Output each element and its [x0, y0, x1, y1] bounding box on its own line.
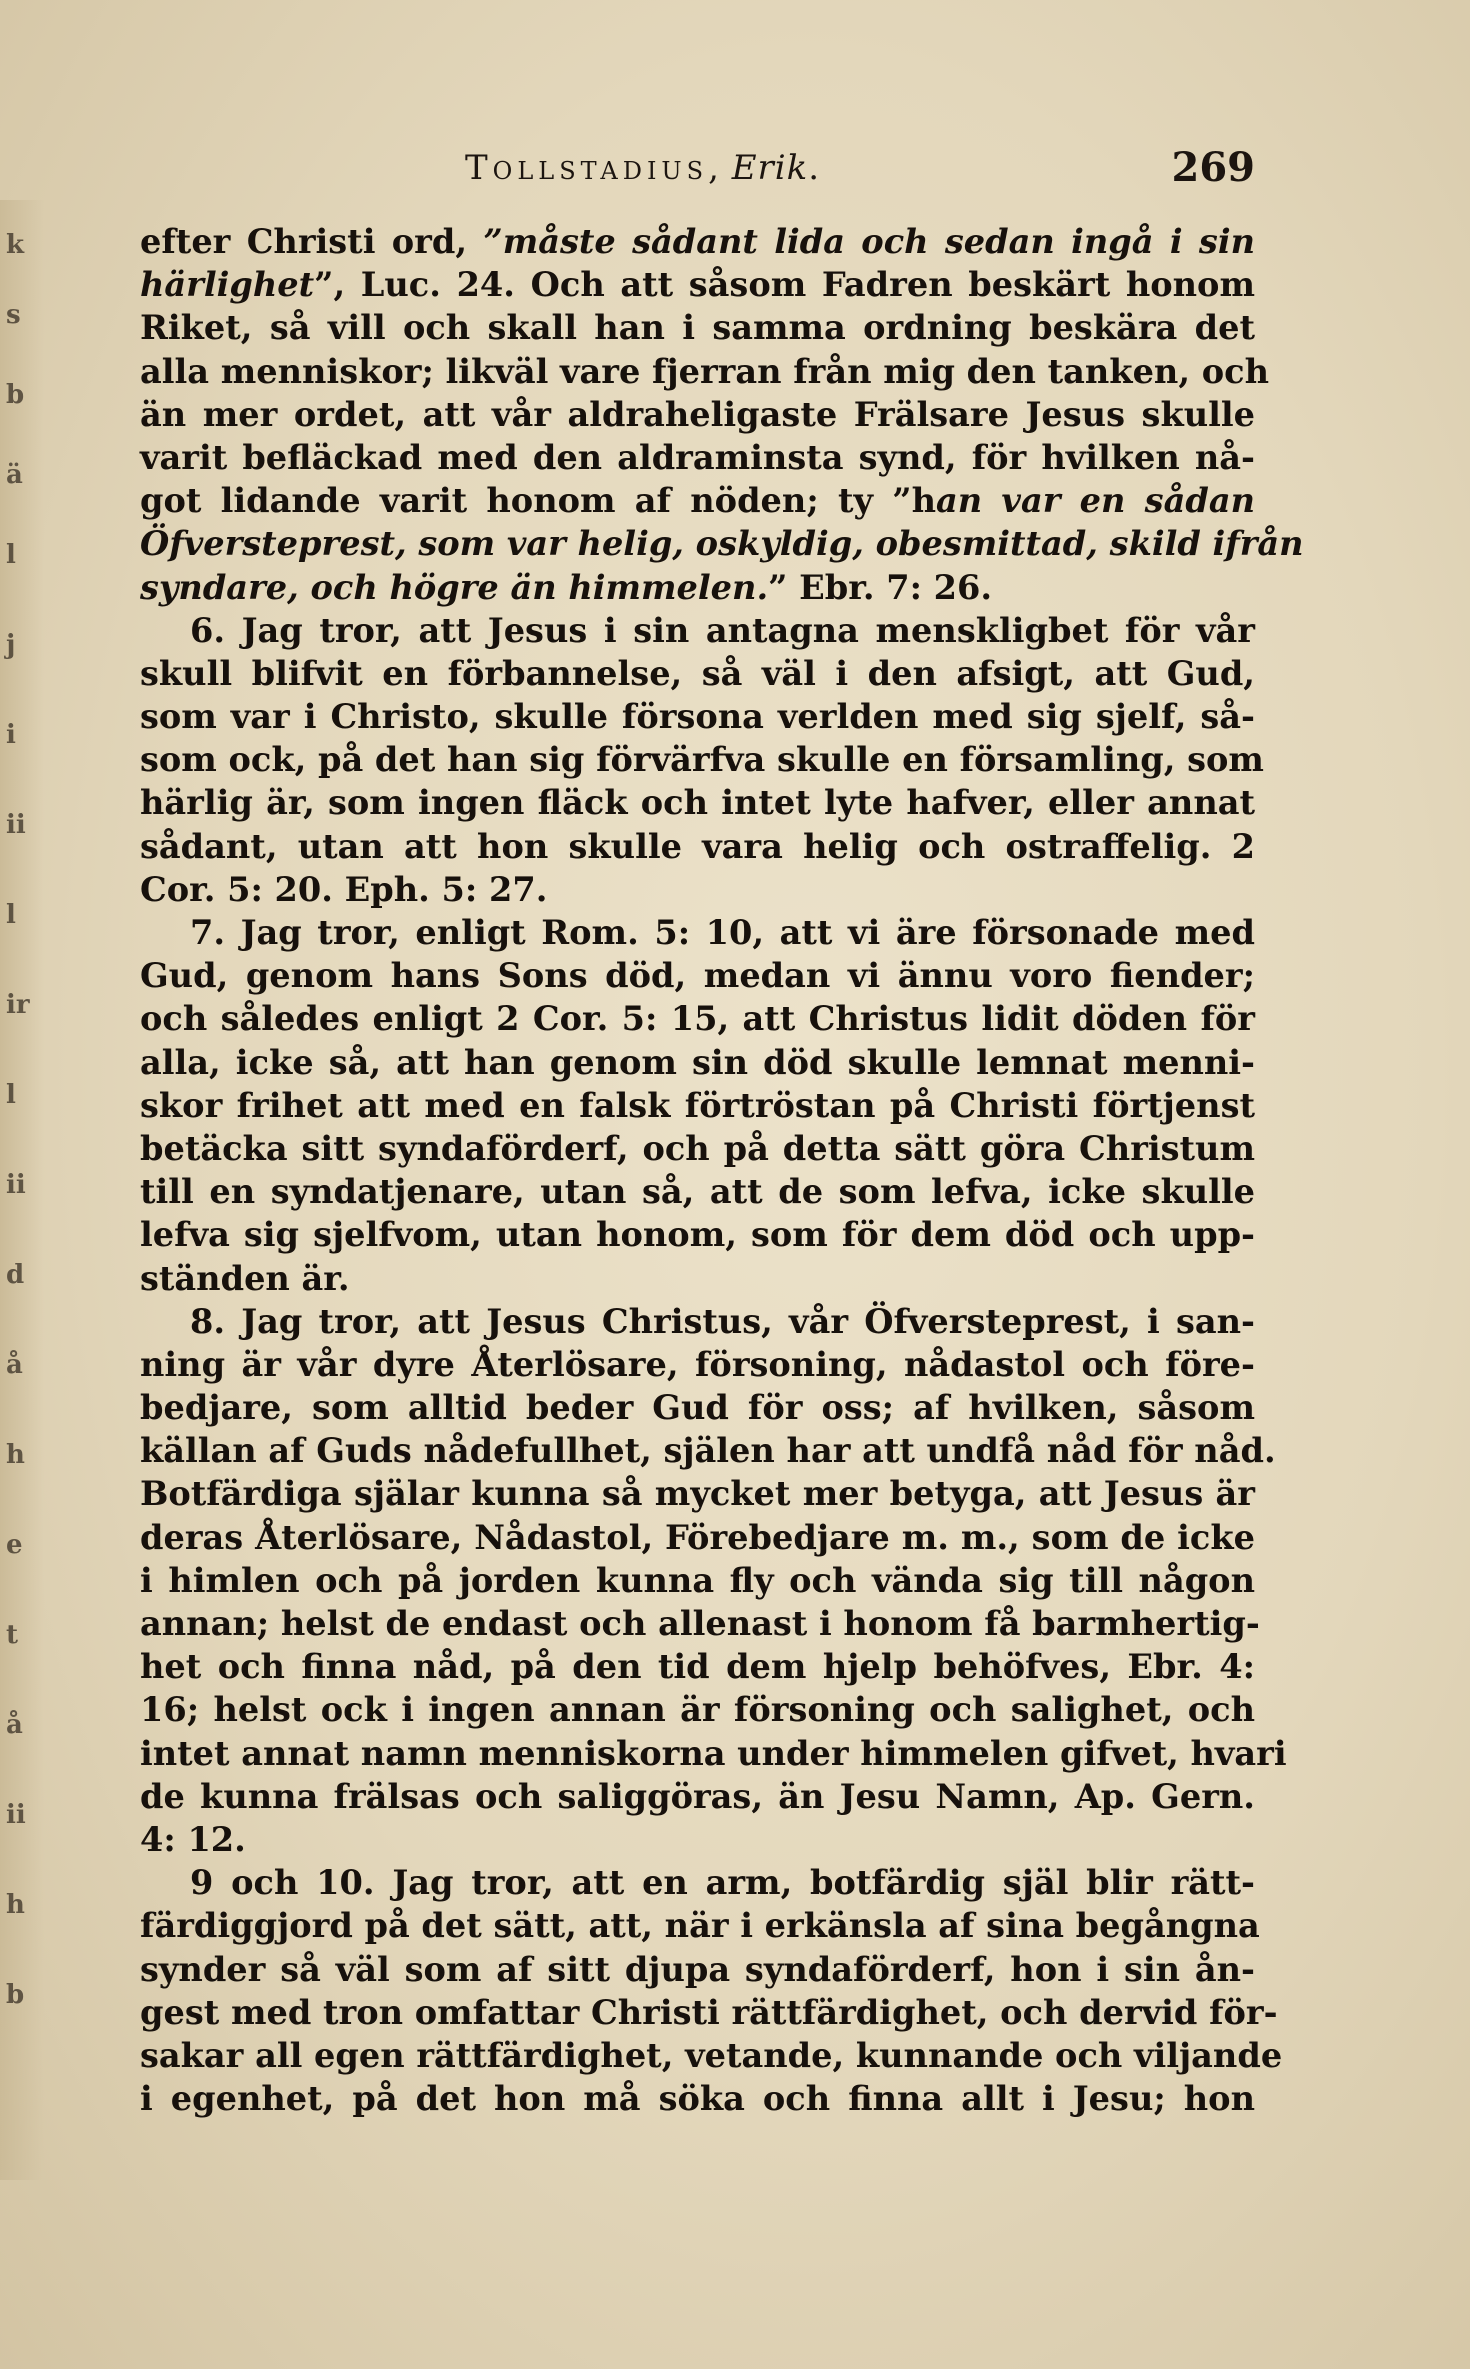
- body-text: [140, 220, 1304, 2120]
- text-line: härlig är, som ingen fläck och intet lyte hafver, eller annat: [140, 782, 1255, 823]
- text-line: Cor. 5: 20. Eph. 5: 27.: [140, 868, 548, 909]
- text-line: och således enligt 2 Cor. 5: 15, att Christus lidit döden för: [140, 998, 1255, 1039]
- text-line: alla, icke så, att han genom sin död skulle lemnat menni-: [140, 1041, 1255, 1082]
- text-line: 16; helst ock i ingen annan är försoning och salighet, och: [140, 1689, 1255, 1730]
- text-line: som ock, på det han sig förvärfva skulle en församling, som: [140, 739, 1264, 780]
- page-number: 269: [1171, 144, 1255, 191]
- text-line: varit befläckad med den aldraminsta synd, för hvilken nå-: [140, 436, 1255, 477]
- text-line: bedjare, som alltid beder Gud för oss; af hvilken, såsom: [140, 1387, 1255, 1428]
- text-line: skor frihet att med en falsk förtröstan på Christi förtjenst: [140, 1084, 1255, 1125]
- text-line: färdiggjord på det sätt, att, när i erkänsla af sina begångna: [140, 1905, 1260, 1946]
- text-line: alla menniskor; likväl vare fjerran från mig den tanken, och: [140, 350, 1269, 391]
- text-line: efter Christi ord, ”måste sådant lida och sedan ingå i sin: [140, 221, 1256, 261]
- text-line: annan; helst de endast och allenast i honom få barmhertig-: [140, 1603, 1260, 1643]
- text-line: Riket, så vill och skall han i samma ordning beskära det: [140, 307, 1255, 348]
- text-line: gest med tron omfattar Christi rättfärdighet, och dervid för-: [140, 1991, 1278, 2032]
- text-line: het och finna nåd, på den tid dem hjelp behöfves, Ebr. 4:: [140, 1646, 1255, 1687]
- text-line: got lidande varit honom af nöden; ty ”han var en sådan: [140, 480, 1255, 521]
- text-line: ning är vår dyre Återlösare, försoning, nådastol och före-: [140, 1343, 1255, 1384]
- text-line: 4: 12.: [140, 1818, 246, 1859]
- text-line: 8. Jag tror, att Jesus Christus, vår Öfversteprest, i san-: [190, 1300, 1255, 1341]
- text-line: intet annat namn menniskorna under himmelen gifvet, hvari: [140, 1732, 1287, 1773]
- text-line: Gud, genom hans Sons död, medan vi ännu voro fiender;: [140, 955, 1255, 996]
- header-period: .: [808, 148, 821, 188]
- text-line: ständen är.: [140, 1257, 350, 1298]
- text-line: som var i Christo, skulle försona verlden med sig sjelf, så-: [140, 696, 1255, 737]
- text-line: sådant, utan att hon skulle vara helig och ostraffelig. 2: [140, 825, 1255, 866]
- text-line: 9 och 10. Jag tror, att en arm, botfärdig själ blir rätt-: [190, 1862, 1255, 1903]
- text-line: källan af Guds nådefullhet, själen har att undfå nåd för nåd.: [140, 1430, 1276, 1471]
- text-line: de kunna frälsas och saliggöras, än Jesu Namn, Ap. Gern.: [140, 1775, 1255, 1816]
- author-surname: Tollstadius: [465, 148, 709, 188]
- text-line: 7. Jag tror, enligt Rom. 5: 10, att vi äre försonade med: [190, 912, 1255, 952]
- text-line: Botfärdiga själar kunna så mycket mer betyga, att Jesus är: [140, 1473, 1255, 1514]
- text-line: till en syndatjenare, utan så, att de som lefva, icke skulle: [140, 1171, 1255, 1212]
- text-line: deras Återlösare, Nådastol, Förebedjare m. m., som de icke: [140, 1516, 1255, 1557]
- running-title: [465, 148, 820, 188]
- text-line: skull blifvit en förbannelse, så väl i den afsigt, att Gud,: [140, 652, 1255, 693]
- facing-page-bleed: k s b ä l j i ii l ir l ii d å h e t å ii h b: [0, 200, 44, 2180]
- header-separator: ,: [708, 148, 732, 188]
- text-line: sakar all egen rättfärdighet, vetande, kunnande och viljande: [140, 2034, 1283, 2075]
- text-line: i himlen och på jorden kunna fly och vända sig till någon: [140, 1559, 1255, 1600]
- text-line: i egenhet, på det hon må söka och finna allt i Jesu; hon: [140, 2078, 1255, 2119]
- text-line: betäcka sitt syndaförderf, och på detta sätt göra Christum: [140, 1127, 1255, 1168]
- text-line: härlighet”, Luc. 24. Och att såsom Fadren beskärt honom: [140, 264, 1255, 305]
- text-line: synder så väl som af sitt djupa syndaförderf, hon i sin ån-: [140, 1948, 1255, 1989]
- text-line: än mer ordet, att vår aldraheligaste Frälsare Jesus skulle: [140, 393, 1255, 434]
- author-given-name: Erik: [731, 148, 809, 188]
- text-line: syndare, och högre än himmelen.” Ebr. 7: 26.: [140, 566, 993, 607]
- text-line: 6. Jag tror, att Jesus i sin antagna menskligbet för vår: [190, 609, 1255, 650]
- text-line: lefva sig sjelfvom, utan honom, som för dem död och upp-: [140, 1214, 1255, 1255]
- text-line: Öfversteprest, som var helig, oskyldig, obesmittad, skild ifrån: [140, 523, 1304, 564]
- running-header: [140, 144, 1255, 208]
